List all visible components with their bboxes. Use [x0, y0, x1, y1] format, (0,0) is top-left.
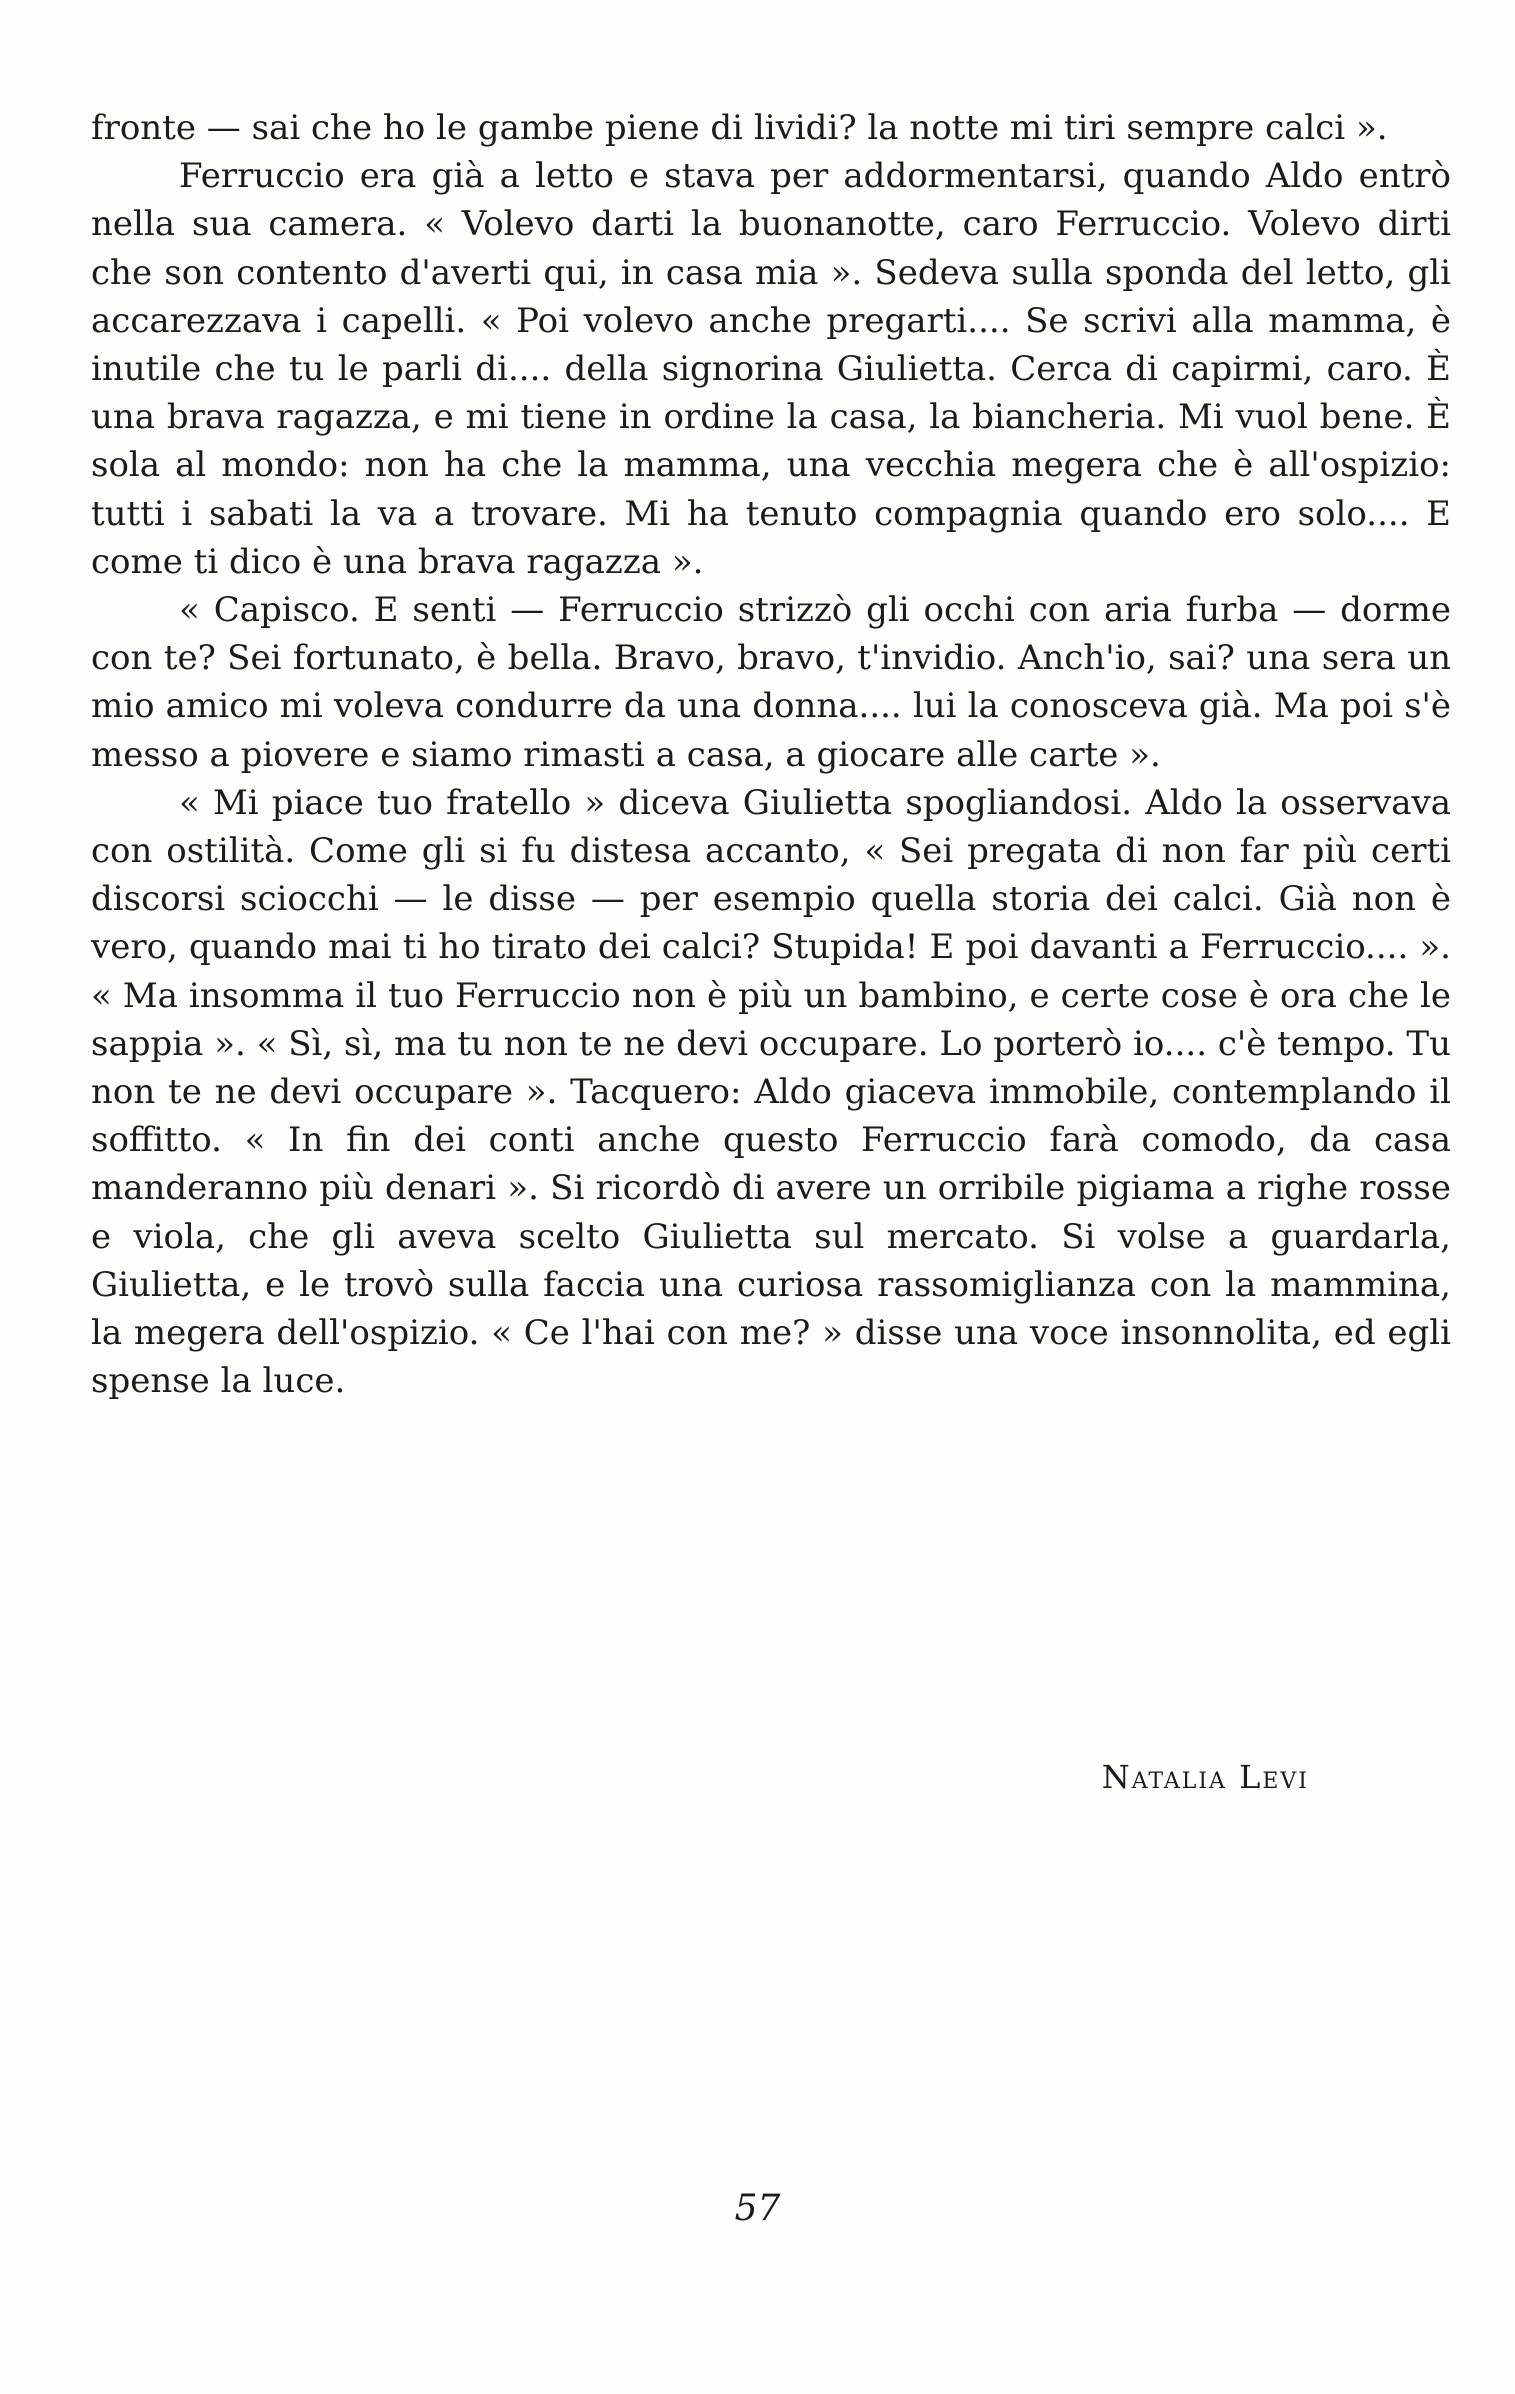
- paragraph-4: « Mi piace tuo fratello » diceva Giulietta spogliandosi. Aldo la osservava con ostilità. Come gli si fu distesa accanto, « Sei pregata di non far più certi discorsi sciocchi — le disse — per esempio quella storia dei calci. Già non è vero, quando mai ti ho tirato dei calci? Stupida! E poi davanti a Ferruccio.... ». « Ma insomma il tuo Ferruccio non è più un bambino, e certe cose è ora che le sappia ». « Sì, sì, ma tu non te ne devi occupare. Lo porterò io.... c'è tempo. Tu non te ne devi occupare ». Tacquero: Aldo giaceva immobile, contemplando il soffitto. « In fin dei conti anche questo Ferruccio farà comodo, da casa manderanno più denari ». Si ricordò di avere un orribile pigiama a righe rosse e viola, che gli aveva scelto Giulietta sul mercato. Si volse a guardarla, Giulietta, e le trovò sulla faccia una curiosa rassomiglianza con la mammina, la megera dell'ospizio. « Ce l'hai con me? » disse una voce insonnolita, ed egli spense la luce.: [91, 782, 1451, 1402]
- body-text: [91, 104, 1451, 1405]
- author-signature: Natalia Levi: [1101, 1758, 1309, 1796]
- paragraph-2: Ferruccio era già a letto e stava per addormentarsi, quando Aldo entrò nella sua camera. « Volevo darti la buonanotte, caro Ferruccio. Volevo dirti che son contento d'averti qui, in casa mia ». Sedeva sulla sponda del letto, gli accarezzava i capelli. « Poi volevo anche pregarti.... Se scrivi alla mamma, è inutile che tu le parli di.... della signorina Giulietta. Cerca di capirmi, caro. È una brava ragazza, e mi tiene in ordine la casa, la biancheria. Mi vuol bene. È sola al mondo: non ha che la mamma, una vecchia megera che è all'ospizio: tutti i sabati la va a trovare. Mi ha tenuto compagnia quando ero solo.... E come ti dico è una brava ragazza ».: [91, 156, 1451, 582]
- paragraph-3: « Capisco. E senti — Ferruccio strizzò gli occhi con aria furba — dorme con te? Sei fortunato, è bella. Bravo, bravo, t'invidio. Anch'io, sai? una sera un mio amico mi voleva condurre da una donna.... lui la conosceva già. Ma poi s'è messo a piovere e siamo rimasti a casa, a giocare alle carte ».: [91, 590, 1451, 775]
- page-number: 57: [734, 2188, 781, 2229]
- paragraph-1: fronte — sai che ho le gambe piene di lividi? la notte mi tiri sempre calci ».: [91, 108, 1388, 148]
